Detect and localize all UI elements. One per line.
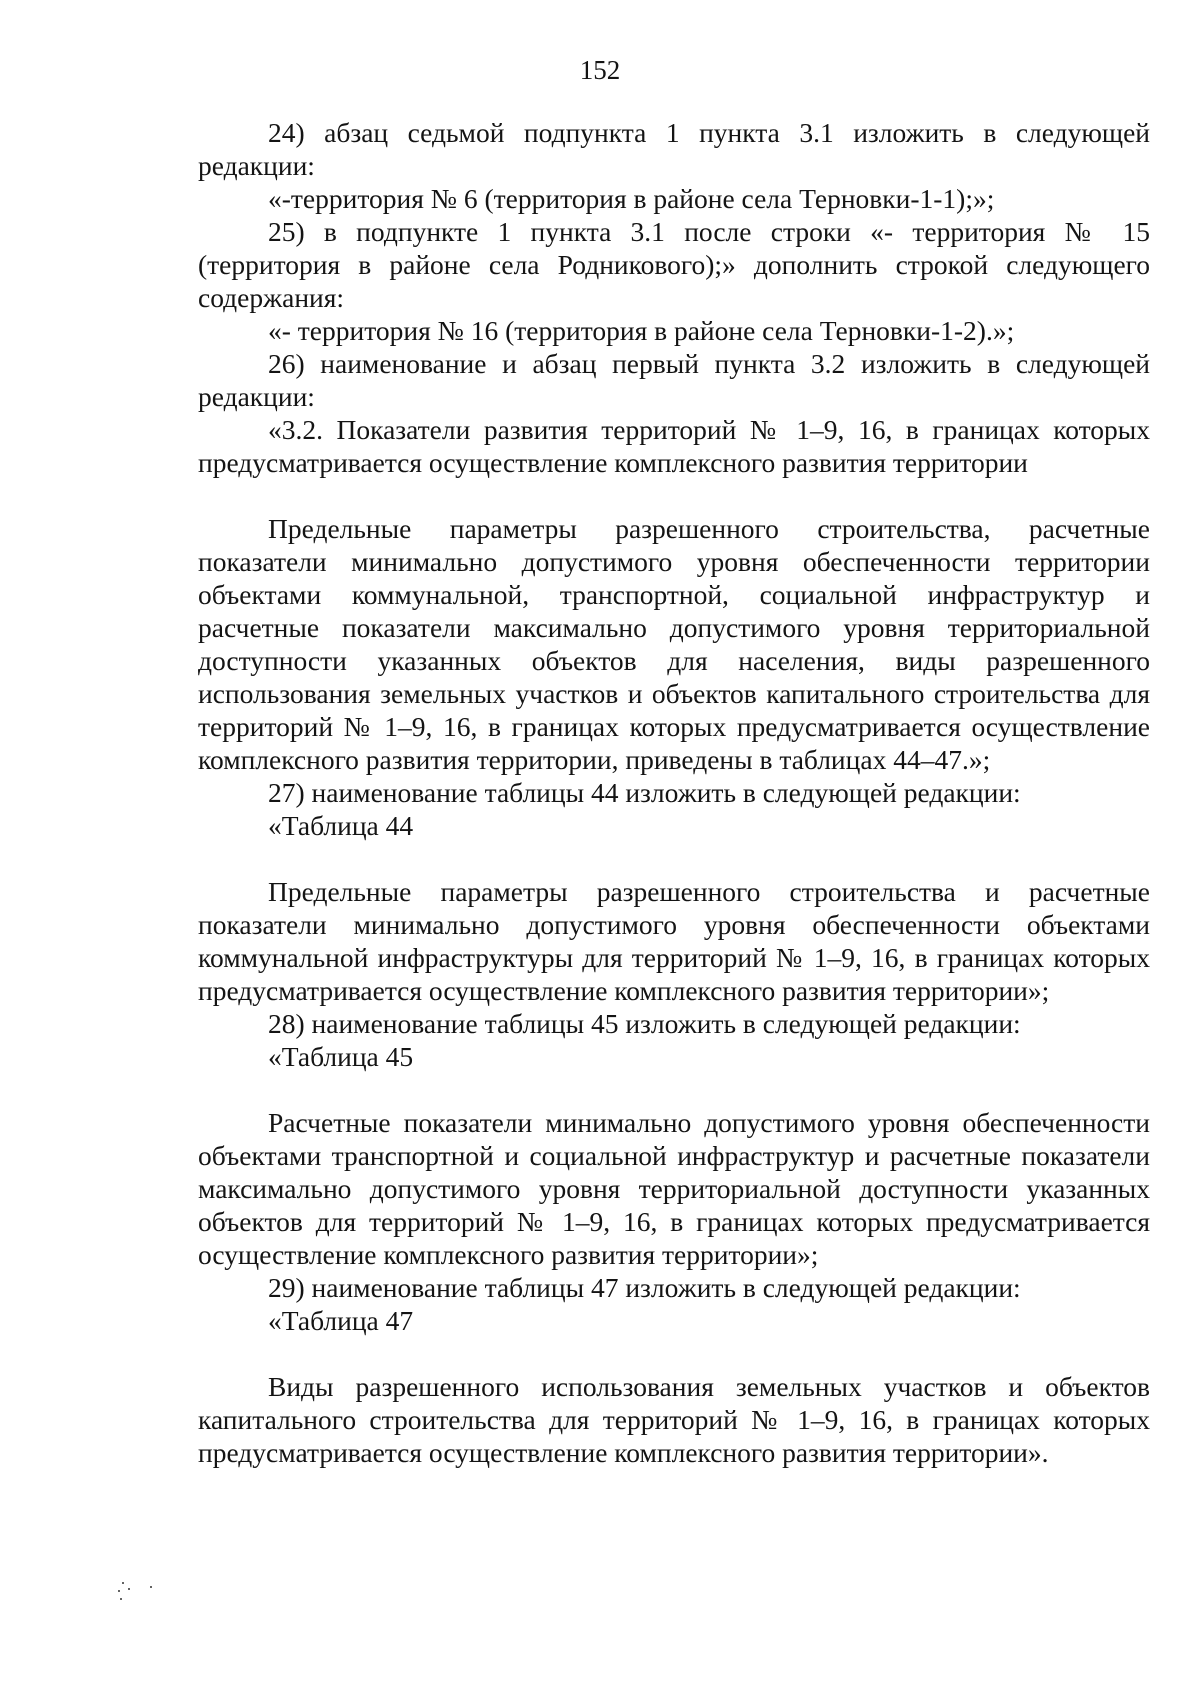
paragraph-item-26: 26) наименование и абзац первый пункта 3.2 изложить в следующей редакции:	[198, 348, 1150, 412]
paragraph-item-27: 27) наименование таблицы 44 изложить в следующей редакции:	[268, 777, 1021, 808]
paragraph-table-45-title: Расчетные показатели минимально допустимого уровня обеспеченности объектами транспортной и социальной инфраструктур и расчетные показатели максимально допустимого уровня территориальной доступности указанных объектов для территорий № 1–9, 16, в границах которых предусматривается осуществление комплексного развития территории»;	[198, 1107, 1150, 1270]
paragraph-section-3-2-body: Предельные параметры разрешенного строительства, расчетные показатели минимально допустимого уровня обеспеченности территории объектами коммунальной, транспортной, социальной инфраструктур и расчетные показатели максимально допустимого уровня территориальной доступности указанных объектов для населения, виды разрешенного использования земельных участков и объектов капитального строительства для территорий № 1–9, 16, в границах которых предусматривается осуществление комплексного развития территории, приведены в таблицах 44–47.»;	[198, 513, 1150, 775]
scan-specks	[118, 1580, 168, 1610]
paragraph-table-45-label: «Таблица 45	[268, 1041, 414, 1072]
paragraph-item-24: 24) абзац седьмой подпункта 1 пункта 3.1 изложить в следующей редакции:	[198, 117, 1150, 181]
paragraph-table-47-title: Виды разрешенного использования земельных участков и объектов капитального строительства для территорий № 1–9, 16, в границах которых предусматривается осуществление комплексного развития территории».	[198, 1371, 1150, 1468]
paragraph-table-44-title: Предельные параметры разрешенного строительства и расчетные показатели минимально допустимого уровня обеспеченности объектами коммунальной инфраструктуры для территорий № 1–9, 16, в границах которых предусматривается осуществление комплексного развития территории»;	[198, 876, 1150, 1006]
paragraph-item-25: 25) в подпункте 1 пункта 3.1 после строки «- территория № 15 (территория в районе села Родникового);» дополнить строкой следующего содержания:	[198, 216, 1150, 313]
paragraph-item-29: 29) наименование таблицы 47 изложить в следующей редакции:	[268, 1272, 1021, 1303]
paragraph-quote-territory-6: «-территория № 6 (территория в районе села Терновки-1-1);»;	[268, 183, 995, 214]
paragraph-table-47-label: «Таблица 47	[268, 1305, 414, 1336]
document-body	[198, 116, 1150, 1469]
page-number: 152	[579, 55, 621, 85]
paragraph-quote-territory-16: «- территория № 16 (территория в районе села Терновки-1-2).»;	[268, 315, 1015, 346]
paragraph-item-28: 28) наименование таблицы 45 изложить в следующей редакции:	[268, 1008, 1021, 1039]
paragraph-section-3-2-heading: «3.2. Показатели развития территорий № 1–9, 16, в границах которых предусматривается осуществление комплексного развития территории	[198, 414, 1150, 478]
paragraph-table-44-label: «Таблица 44	[268, 810, 414, 841]
